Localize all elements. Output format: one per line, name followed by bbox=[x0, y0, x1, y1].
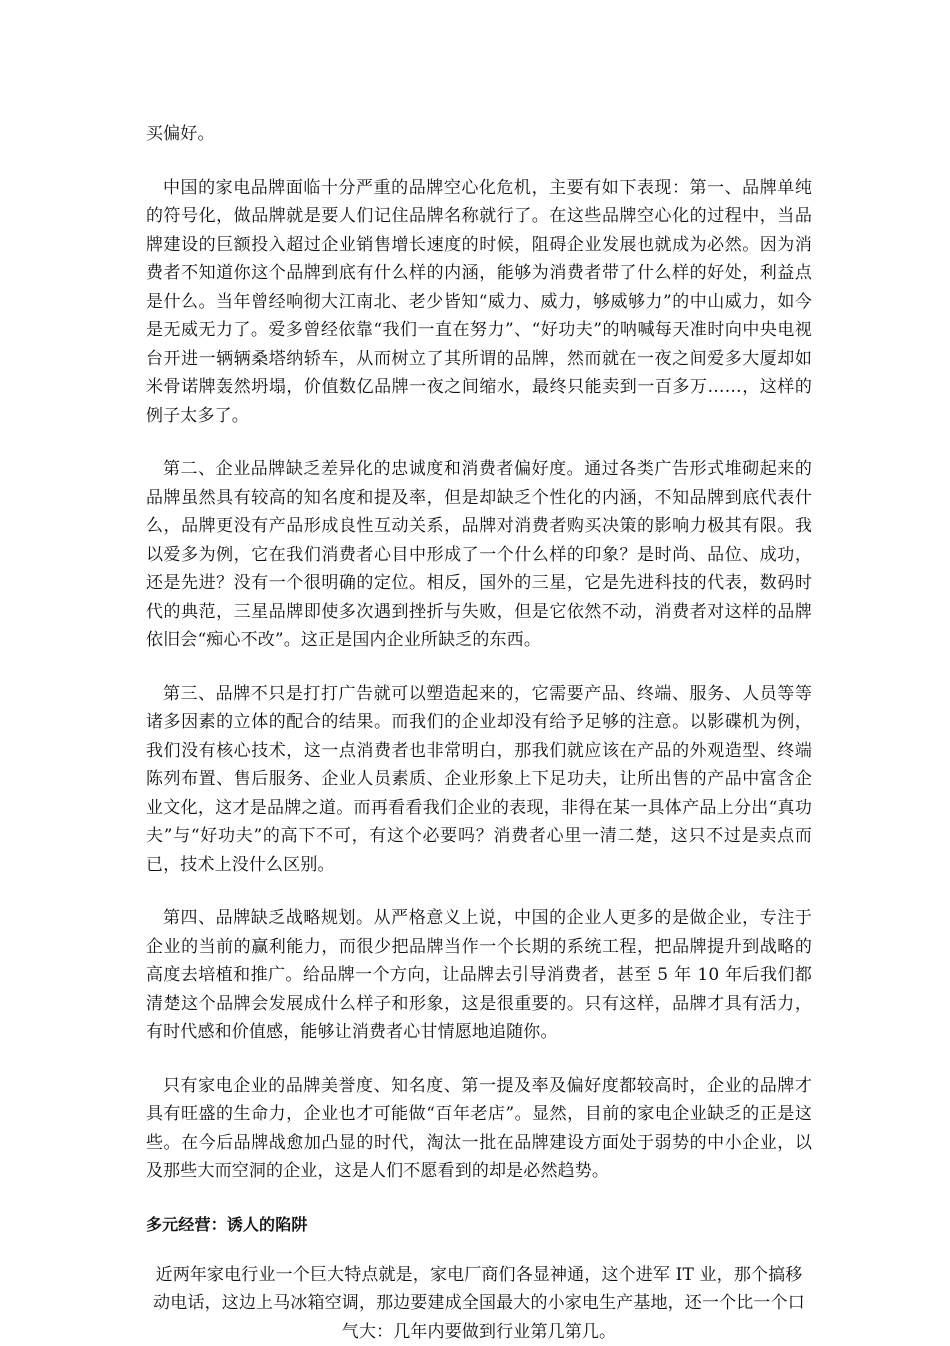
paragraph-fourth-point: 第四、品牌缺乏战略规划。从严格意义上说，中国的企业人更多的是做企业，专注于企业的当前的赢利能力，而很少把品牌当作一个长期的系统工程，把品牌提升到战略的高度去培植和推广。给品牌一个方向，让品牌去引导消费者，甚至 5 年 10 年后我们都清楚这个品牌会发展成什么样子和形象，这是很重要的。只有这样，品牌才具有活力，有时代感和价值感，能够让消费者心甘情愿地追随你。 bbox=[146, 904, 812, 1047]
paragraph-third-point: 第三、品牌不只是打打广告就可以塑造起来的，它需要产品、终端、服务、人员等等诸多因素的立体的配合的结果。而我们的企业却没有给予足够的注意。以影碟机为例，我们没有核心技术，这一点消费者也非常明白，那我们就应该在产品的外观造型、终端陈列布置、售后服务、企业人员素质、企业形象上下足功夫，让所出售的产品中富含企业文化，这才是品牌之道。而再看看我们企业的表现，非得在某一具体产品上分出“真功夫”与“好功夫”的高下不可，有这个必要吗？消费者心里一清二楚，这只不过是卖点而已，技术上没什么区别。 bbox=[146, 680, 812, 880]
section-paragraph: 近两年家电行业一个巨大特点就是，家电厂商们各显神通，这个进军 IT 业，那个搞移动电话，这边上马冰箱空调，那边要建成全国最大的小家电生产基地，还一个比一个口气大：几年内要做到行业第几第几。 bbox=[146, 1261, 812, 1346]
paragraph-continuation: 买偏好。 bbox=[146, 120, 812, 149]
paragraph-second-point: 第二、企业品牌缺乏差异化的忠诚度和消费者偏好度。通过各类广告形式堆砌起来的品牌虽然具有较高的知名度和提及率，但是却缺乏个性化的内涵，不知品牌到底代表什么，品牌更没有产品形成良性互动关系，品牌对消费者购买决策的影响力极其有限。我以爱多为例，它在我们消费者心目中形成了一个什么样的印象？是时尚、品位、成功，还是先进？没有一个很明确的定位。相反，国外的三星，它是先进科技的代表，数码时代的典范，三星品牌即使多次遇到挫折与失败，但是它依然不动，消费者对这样的品牌依旧会“痴心不改”。这正是国内企业所缺乏的东西。 bbox=[146, 455, 812, 655]
section-heading: 多元经营：诱人的陷阱 bbox=[146, 1211, 812, 1239]
document-page bbox=[146, 120, 812, 1346]
paragraph-brand-hollowing: 中国的家电品牌面临十分严重的品牌空心化危机，主要有如下表现：第一、品牌单纯的符号化，做品牌就是要人们记住品牌名称就行了。在这些品牌空心化的过程中，当品牌建设的巨额投入超过企业销售增长速度的时候，阻碍企业发展也就成为必然。因为消费者不知道你这个品牌到底有什么样的内涵，能够为消费者带了什么样的好处，利益点是什么。当年曾经响彻大江南北、老少皆知“威力、威力，够威够力”的中山威力，如今是无威无力了。爱多曾经依靠“我们一直在努力”、“好功夫”的呐喊每天准时向中央电视台开进一辆辆桑塔纳轿车，从而树立了其所谓的品牌，然而就在一夜之间爱多大厦却如米骨诺牌轰然坍塌，价值数亿品牌一夜之间缩水，最终只能卖到一百多万……，这样的例子太多了。 bbox=[146, 174, 812, 431]
paragraph-conclusion: 只有家电企业的品牌美誉度、知名度、第一提及率及偏好度都较高时，企业的品牌才具有旺盛的生命力，企业也才可能做“百年老店”。显然，目前的家电企业缺乏的正是这些。在今后品牌战愈加凸显的时代，淘汰一批在品牌建设方面处于弱势的中小企业，以及那些大而空洞的企业，这是人们不愿看到的却是必然趋势。 bbox=[146, 1072, 812, 1186]
